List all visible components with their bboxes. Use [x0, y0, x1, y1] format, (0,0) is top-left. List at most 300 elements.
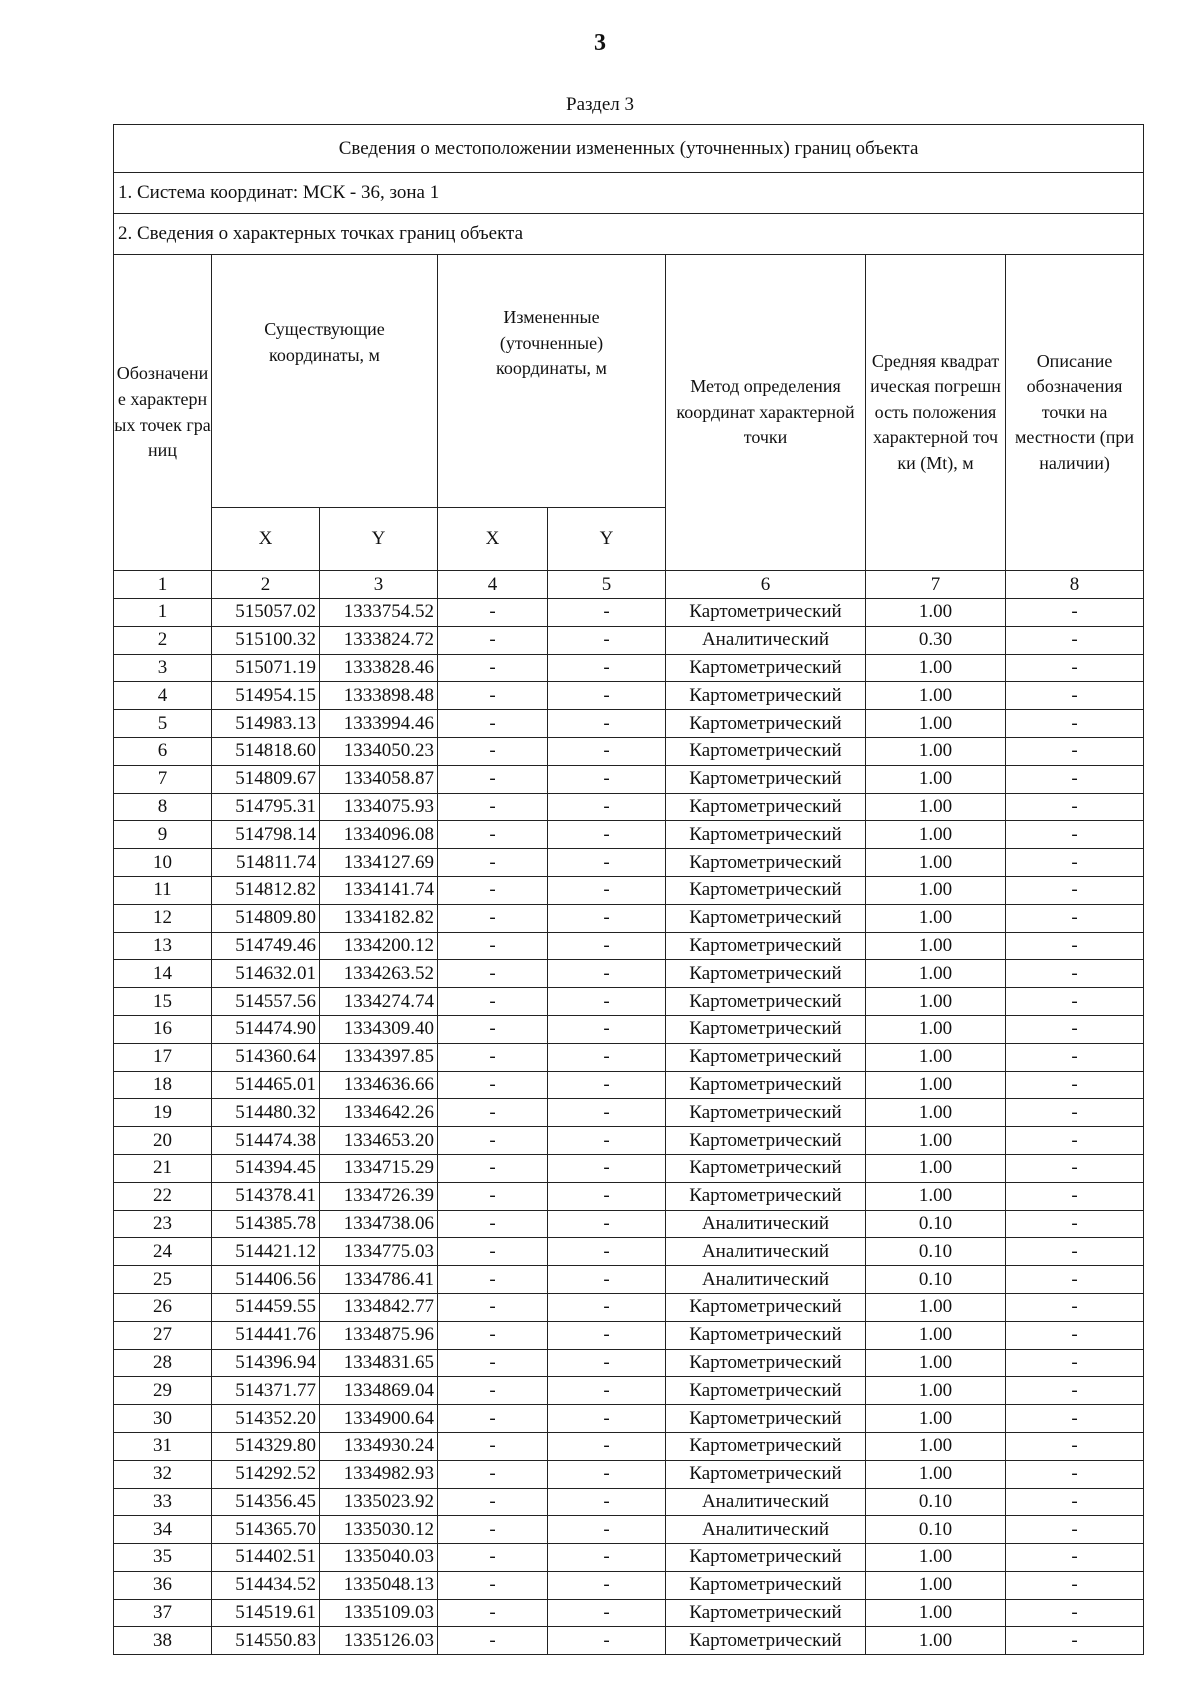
changed-y-cell: -: [548, 849, 666, 877]
error-cell: 1.00: [866, 765, 1006, 793]
existing-y-cell: 1335048.13: [320, 1571, 438, 1599]
changed-y-cell: -: [548, 793, 666, 821]
method-cell: Картометрический: [666, 599, 866, 627]
existing-x-cell: 514550.83: [212, 1627, 320, 1655]
error-cell: 1.00: [866, 988, 1006, 1016]
error-cell: 1.00: [866, 1293, 1006, 1321]
description-cell: -: [1006, 737, 1144, 765]
table-row: [114, 1516, 1144, 1544]
existing-y-cell: 1333828.46: [320, 654, 438, 682]
error-cell: 1.00: [866, 1349, 1006, 1377]
description-cell: -: [1006, 1127, 1144, 1155]
changed-x-cell: -: [438, 821, 548, 849]
changed-x-cell: -: [438, 793, 548, 821]
header-existing-x: X: [212, 508, 320, 571]
header-method: Метод определения координат характерной точки: [666, 255, 866, 571]
point-id-cell: 35: [114, 1544, 212, 1572]
existing-x-cell: 514818.60: [212, 737, 320, 765]
point-id-cell: 12: [114, 904, 212, 932]
existing-x-cell: 514406.56: [212, 1266, 320, 1294]
existing-x-cell: 514632.01: [212, 960, 320, 988]
error-cell: 1.00: [866, 1182, 1006, 1210]
description-cell: -: [1006, 1293, 1144, 1321]
method-cell: Картометрический: [666, 1182, 866, 1210]
description-cell: -: [1006, 932, 1144, 960]
existing-y-cell: 1334726.39: [320, 1182, 438, 1210]
description-cell: -: [1006, 1405, 1144, 1433]
existing-x-cell: 514434.52: [212, 1571, 320, 1599]
description-cell: -: [1006, 1266, 1144, 1294]
existing-x-cell: 514798.14: [212, 821, 320, 849]
point-id-cell: 22: [114, 1182, 212, 1210]
existing-y-cell: 1335023.92: [320, 1488, 438, 1516]
existing-x-cell: 514385.78: [212, 1210, 320, 1238]
error-cell: 1.00: [866, 1599, 1006, 1627]
table-row: [114, 1238, 1144, 1266]
existing-y-cell: 1334636.66: [320, 1071, 438, 1099]
point-id-cell: 29: [114, 1377, 212, 1405]
changed-x-cell: -: [438, 1293, 548, 1321]
changed-y-cell: -: [548, 1544, 666, 1572]
error-cell: 0.10: [866, 1516, 1006, 1544]
description-cell: -: [1006, 1099, 1144, 1127]
changed-y-cell: -: [548, 737, 666, 765]
error-cell: 1.00: [866, 793, 1006, 821]
changed-y-cell: -: [548, 1293, 666, 1321]
description-cell: -: [1006, 1349, 1144, 1377]
point-id-cell: 31: [114, 1432, 212, 1460]
existing-y-cell: 1334930.24: [320, 1432, 438, 1460]
description-cell: -: [1006, 1182, 1144, 1210]
error-cell: 1.00: [866, 1571, 1006, 1599]
error-cell: 1.00: [866, 1460, 1006, 1488]
table-row: [114, 904, 1144, 932]
header-designation: Обозначение характерных точек границ: [114, 255, 212, 571]
point-id-cell: 25: [114, 1266, 212, 1294]
changed-y-cell: -: [548, 765, 666, 793]
page-number: 3: [594, 30, 606, 56]
table-title: Сведения о местоположении измененных (уточненных) границ объекта: [114, 125, 1144, 173]
changed-x-cell: -: [438, 849, 548, 877]
table-row: [114, 1210, 1144, 1238]
description-cell: -: [1006, 1488, 1144, 1516]
method-cell: Картометрический: [666, 1599, 866, 1627]
existing-x-cell: 515071.19: [212, 654, 320, 682]
existing-y-cell: 1334786.41: [320, 1266, 438, 1294]
table-row: [114, 1627, 1144, 1655]
description-cell: -: [1006, 793, 1144, 821]
table-body: [114, 599, 1144, 1655]
error-cell: 0.10: [866, 1488, 1006, 1516]
point-id-cell: 38: [114, 1627, 212, 1655]
existing-y-cell: 1334141.74: [320, 876, 438, 904]
existing-x-cell: 514749.46: [212, 932, 320, 960]
existing-y-cell: 1334200.12: [320, 932, 438, 960]
error-cell: 1.00: [866, 654, 1006, 682]
changed-x-cell: -: [438, 1571, 548, 1599]
method-cell: Картометрический: [666, 654, 866, 682]
description-cell: -: [1006, 765, 1144, 793]
changed-y-cell: -: [548, 1071, 666, 1099]
changed-y-cell: -: [548, 1154, 666, 1182]
changed-x-cell: -: [438, 904, 548, 932]
error-cell: 1.00: [866, 1432, 1006, 1460]
table-row: [114, 1293, 1144, 1321]
table-row: [114, 765, 1144, 793]
point-id-cell: 37: [114, 1599, 212, 1627]
description-cell: -: [1006, 1516, 1144, 1544]
table-row: [114, 1488, 1144, 1516]
header-description: Описание обозначения точки на местности (при наличии): [1006, 255, 1144, 571]
point-id-cell: 32: [114, 1460, 212, 1488]
existing-y-cell: 1334653.20: [320, 1127, 438, 1155]
description-cell: -: [1006, 821, 1144, 849]
existing-y-cell: 1334831.65: [320, 1349, 438, 1377]
method-cell: Картометрический: [666, 1544, 866, 1572]
table-row: [114, 932, 1144, 960]
changed-x-cell: -: [438, 960, 548, 988]
existing-y-cell: 1334642.26: [320, 1099, 438, 1127]
changed-y-cell: -: [548, 988, 666, 1016]
table-row: [114, 1571, 1144, 1599]
table-row: [114, 1043, 1144, 1071]
header-changed-x: X: [438, 508, 548, 571]
point-id-cell: 24: [114, 1238, 212, 1266]
existing-y-cell: 1334775.03: [320, 1238, 438, 1266]
changed-y-cell: -: [548, 1321, 666, 1349]
description-cell: -: [1006, 1071, 1144, 1099]
method-cell: Картометрический: [666, 1349, 866, 1377]
existing-x-cell: 514954.15: [212, 682, 320, 710]
existing-y-cell: 1334842.77: [320, 1293, 438, 1321]
changed-y-cell: -: [548, 626, 666, 654]
changed-x-cell: -: [438, 1071, 548, 1099]
existing-x-cell: 514465.01: [212, 1071, 320, 1099]
existing-y-cell: 1334096.08: [320, 821, 438, 849]
changed-y-cell: -: [548, 1432, 666, 1460]
point-id-cell: 6: [114, 737, 212, 765]
changed-x-cell: -: [438, 1015, 548, 1043]
error-cell: 1.00: [866, 876, 1006, 904]
point-id-cell: 26: [114, 1293, 212, 1321]
header-existing-coordinates: Существующие координаты, м: [212, 255, 438, 508]
existing-x-cell: 514352.20: [212, 1405, 320, 1433]
error-cell: 1.00: [866, 1127, 1006, 1155]
table-row: [114, 682, 1144, 710]
existing-x-cell: 514795.31: [212, 793, 320, 821]
changed-x-cell: -: [438, 626, 548, 654]
table-row: [114, 876, 1144, 904]
point-id-cell: 18: [114, 1071, 212, 1099]
method-cell: Картометрический: [666, 682, 866, 710]
changed-y-cell: -: [548, 1015, 666, 1043]
existing-y-cell: 1335126.03: [320, 1627, 438, 1655]
point-id-cell: 28: [114, 1349, 212, 1377]
existing-y-cell: 1333898.48: [320, 682, 438, 710]
existing-x-cell: 514519.61: [212, 1599, 320, 1627]
point-id-cell: 3: [114, 654, 212, 682]
existing-y-cell: 1335109.03: [320, 1599, 438, 1627]
existing-x-cell: 514356.45: [212, 1488, 320, 1516]
existing-x-cell: 514983.13: [212, 710, 320, 738]
changed-x-cell: -: [438, 682, 548, 710]
changed-x-cell: -: [438, 1516, 548, 1544]
changed-y-cell: -: [548, 1571, 666, 1599]
header-existing-y: Y: [320, 508, 438, 571]
column-number: 7: [866, 571, 1006, 599]
existing-x-cell: 514809.67: [212, 765, 320, 793]
point-id-cell: 34: [114, 1516, 212, 1544]
point-id-cell: 9: [114, 821, 212, 849]
method-cell: Картометрический: [666, 1571, 866, 1599]
error-cell: 1.00: [866, 1154, 1006, 1182]
description-cell: -: [1006, 988, 1144, 1016]
changed-y-cell: -: [548, 1238, 666, 1266]
method-cell: Аналитический: [666, 1238, 866, 1266]
changed-y-cell: -: [548, 1349, 666, 1377]
error-cell: 1.00: [866, 1377, 1006, 1405]
error-cell: 1.00: [866, 1405, 1006, 1433]
method-cell: Картометрический: [666, 960, 866, 988]
method-cell: Картометрический: [666, 904, 866, 932]
table-row: [114, 1432, 1144, 1460]
point-id-cell: 36: [114, 1571, 212, 1599]
error-cell: 1.00: [866, 1321, 1006, 1349]
description-cell: -: [1006, 710, 1144, 738]
existing-y-cell: 1334127.69: [320, 849, 438, 877]
method-cell: Картометрический: [666, 1099, 866, 1127]
changed-y-cell: -: [548, 654, 666, 682]
changed-y-cell: -: [548, 960, 666, 988]
error-cell: 1.00: [866, 599, 1006, 627]
method-cell: Картометрический: [666, 1627, 866, 1655]
changed-x-cell: -: [438, 1349, 548, 1377]
method-cell: Картометрический: [666, 1015, 866, 1043]
method-cell: Аналитический: [666, 1488, 866, 1516]
changed-y-cell: -: [548, 710, 666, 738]
existing-x-cell: 514292.52: [212, 1460, 320, 1488]
description-cell: -: [1006, 904, 1144, 932]
table-row: [114, 1154, 1144, 1182]
point-id-cell: 33: [114, 1488, 212, 1516]
existing-y-cell: 1334058.87: [320, 765, 438, 793]
point-id-cell: 21: [114, 1154, 212, 1182]
description-cell: -: [1006, 1043, 1144, 1071]
table-row: [114, 1349, 1144, 1377]
changed-x-cell: -: [438, 1154, 548, 1182]
point-id-cell: 10: [114, 849, 212, 877]
changed-x-cell: -: [438, 737, 548, 765]
header-changed-coordinates: Измененные (уточненные) координаты, м: [438, 255, 666, 508]
changed-x-cell: -: [438, 710, 548, 738]
error-cell: 1.00: [866, 821, 1006, 849]
table-row: [114, 988, 1144, 1016]
existing-y-cell: 1334715.29: [320, 1154, 438, 1182]
error-cell: 0.30: [866, 626, 1006, 654]
point-id-cell: 8: [114, 793, 212, 821]
existing-y-cell: 1334397.85: [320, 1043, 438, 1071]
table-row: [114, 710, 1144, 738]
changed-x-cell: -: [438, 599, 548, 627]
existing-y-cell: 1334050.23: [320, 737, 438, 765]
method-cell: Аналитический: [666, 626, 866, 654]
existing-x-cell: 514378.41: [212, 1182, 320, 1210]
method-cell: Аналитический: [666, 1516, 866, 1544]
changed-x-cell: -: [438, 1377, 548, 1405]
point-id-cell: 19: [114, 1099, 212, 1127]
error-cell: 1.00: [866, 904, 1006, 932]
existing-x-cell: 514474.90: [212, 1015, 320, 1043]
existing-x-cell: 514421.12: [212, 1238, 320, 1266]
description-cell: -: [1006, 626, 1144, 654]
description-cell: -: [1006, 1321, 1144, 1349]
column-number: 6: [666, 571, 866, 599]
existing-x-cell: 514365.70: [212, 1516, 320, 1544]
description-cell: -: [1006, 1627, 1144, 1655]
method-cell: Картометрический: [666, 765, 866, 793]
section-label: Раздел 3: [566, 94, 634, 115]
error-cell: 1.00: [866, 1071, 1006, 1099]
error-cell: 1.00: [866, 682, 1006, 710]
existing-y-cell: 1334182.82: [320, 904, 438, 932]
existing-y-cell: 1334263.52: [320, 960, 438, 988]
points-heading: 2. Сведения о характерных точках границ объекта: [114, 214, 1144, 255]
existing-y-cell: 1334869.04: [320, 1377, 438, 1405]
existing-x-cell: 514480.32: [212, 1099, 320, 1127]
description-cell: -: [1006, 1015, 1144, 1043]
method-cell: Аналитический: [666, 1210, 866, 1238]
existing-x-cell: 514360.64: [212, 1043, 320, 1071]
table-row: [114, 1321, 1144, 1349]
existing-y-cell: 1333754.52: [320, 599, 438, 627]
description-cell: -: [1006, 1544, 1144, 1572]
existing-y-cell: 1335030.12: [320, 1516, 438, 1544]
table-row: [114, 1127, 1144, 1155]
error-cell: 1.00: [866, 1043, 1006, 1071]
table-row: [114, 626, 1144, 654]
point-id-cell: 1: [114, 599, 212, 627]
changed-x-cell: -: [438, 1599, 548, 1627]
changed-y-cell: -: [548, 1488, 666, 1516]
description-cell: -: [1006, 1432, 1144, 1460]
existing-x-cell: 514396.94: [212, 1349, 320, 1377]
method-cell: Картометрический: [666, 932, 866, 960]
changed-x-cell: -: [438, 1460, 548, 1488]
changed-x-cell: -: [438, 1544, 548, 1572]
existing-x-cell: 515100.32: [212, 626, 320, 654]
existing-x-cell: 514441.76: [212, 1321, 320, 1349]
point-id-cell: 7: [114, 765, 212, 793]
error-cell: 1.00: [866, 1015, 1006, 1043]
changed-y-cell: -: [548, 1516, 666, 1544]
table-row: [114, 1182, 1144, 1210]
error-cell: 0.10: [866, 1266, 1006, 1294]
table-row: [114, 793, 1144, 821]
changed-y-cell: -: [548, 1627, 666, 1655]
point-id-cell: 5: [114, 710, 212, 738]
existing-y-cell: 1333824.72: [320, 626, 438, 654]
table-row: [114, 1544, 1144, 1572]
changed-y-cell: -: [548, 599, 666, 627]
changed-x-cell: -: [438, 1127, 548, 1155]
changed-y-cell: -: [548, 1043, 666, 1071]
point-id-cell: 13: [114, 932, 212, 960]
existing-y-cell: 1334982.93: [320, 1460, 438, 1488]
error-cell: 1.00: [866, 710, 1006, 738]
column-number: 5: [548, 571, 666, 599]
point-id-cell: 2: [114, 626, 212, 654]
point-id-cell: 23: [114, 1210, 212, 1238]
changed-x-cell: -: [438, 1210, 548, 1238]
existing-x-cell: 514557.56: [212, 988, 320, 1016]
point-id-cell: 17: [114, 1043, 212, 1071]
method-cell: Картометрический: [666, 1432, 866, 1460]
table-row: [114, 960, 1144, 988]
header-changed-y: Y: [548, 508, 666, 571]
changed-y-cell: -: [548, 1460, 666, 1488]
description-cell: -: [1006, 876, 1144, 904]
description-cell: -: [1006, 1210, 1144, 1238]
point-id-cell: 30: [114, 1405, 212, 1433]
existing-x-cell: 514811.74: [212, 849, 320, 877]
error-cell: 1.00: [866, 1627, 1006, 1655]
changed-x-cell: -: [438, 1043, 548, 1071]
changed-y-cell: -: [548, 821, 666, 849]
existing-y-cell: 1334875.96: [320, 1321, 438, 1349]
error-cell: 1.00: [866, 932, 1006, 960]
description-cell: -: [1006, 1599, 1144, 1627]
point-id-cell: 11: [114, 876, 212, 904]
description-cell: -: [1006, 1571, 1144, 1599]
point-id-cell: 27: [114, 1321, 212, 1349]
error-cell: 1.00: [866, 960, 1006, 988]
point-id-cell: 16: [114, 1015, 212, 1043]
method-cell: Картометрический: [666, 1377, 866, 1405]
changed-y-cell: -: [548, 682, 666, 710]
method-cell: Картометрический: [666, 876, 866, 904]
column-number: 8: [1006, 571, 1144, 599]
changed-x-cell: -: [438, 1099, 548, 1127]
description-cell: -: [1006, 1238, 1144, 1266]
changed-y-cell: -: [548, 1405, 666, 1433]
method-cell: Картометрический: [666, 1321, 866, 1349]
description-cell: -: [1006, 1154, 1144, 1182]
method-cell: Картометрический: [666, 1293, 866, 1321]
table-row: [114, 821, 1144, 849]
existing-y-cell: 1335040.03: [320, 1544, 438, 1572]
changed-y-cell: -: [548, 1599, 666, 1627]
column-number: 2: [212, 571, 320, 599]
point-id-cell: 4: [114, 682, 212, 710]
method-cell: Картометрический: [666, 1460, 866, 1488]
changed-x-cell: -: [438, 1432, 548, 1460]
existing-x-cell: 514812.82: [212, 876, 320, 904]
changed-y-cell: -: [548, 1266, 666, 1294]
point-id-cell: 20: [114, 1127, 212, 1155]
error-cell: 1.00: [866, 1099, 1006, 1127]
table-row: [114, 1099, 1144, 1127]
error-cell: 0.10: [866, 1210, 1006, 1238]
changed-y-cell: -: [548, 932, 666, 960]
error-cell: 1.00: [866, 849, 1006, 877]
changed-x-cell: -: [438, 1238, 548, 1266]
existing-y-cell: 1334309.40: [320, 1015, 438, 1043]
method-cell: Картометрический: [666, 710, 866, 738]
existing-y-cell: 1334075.93: [320, 793, 438, 821]
table-row: [114, 1266, 1144, 1294]
changed-y-cell: -: [548, 1099, 666, 1127]
header-error: Средняя квадратическая погрешность положения характерной точки (Mt), м: [866, 255, 1006, 571]
